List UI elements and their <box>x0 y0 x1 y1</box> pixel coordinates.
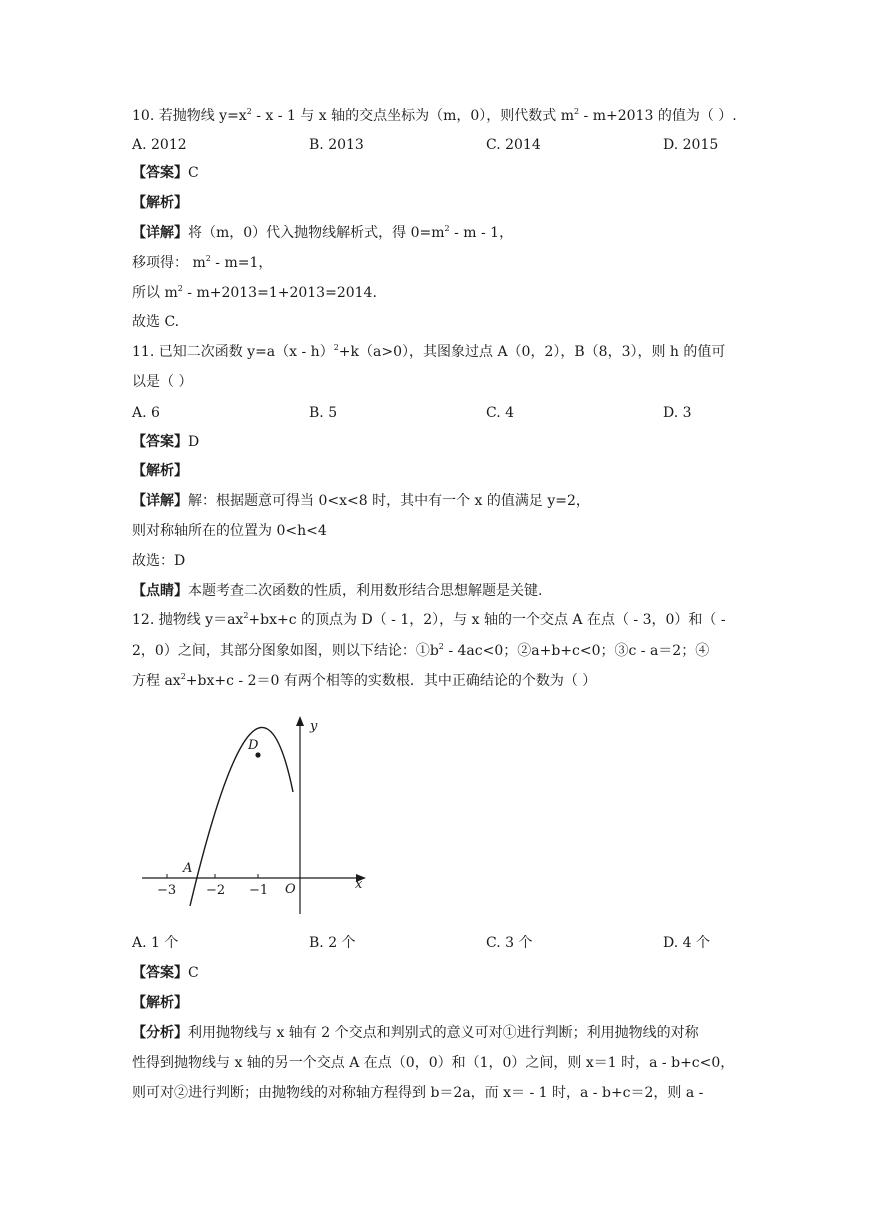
q12-analysis-line3: 则可对②进行判断；由抛物线的对称轴方程得到 b＝2a，而 x＝ - 1 时，a - b+c＝2，则 a - <box>132 1085 704 1101</box>
q11-conclusion: 故选：D <box>132 553 186 569</box>
q10-option-d: D. 2015 <box>663 137 719 153</box>
q10-step2: 移项得： $m^2 - m=1$， <box>132 254 273 271</box>
y-axis-arrow <box>296 716 304 726</box>
q12-analysis-label: 【解析】 <box>132 995 188 1011</box>
parabola-curve <box>190 727 293 906</box>
q12-analysis-line1: 【分析】利用抛物线与 x 轴有 2 个交点和判别式的意义可对①进行判断；利用抛物线的对称 <box>132 1025 699 1041</box>
q11-analysis-label: 【解析】 <box>132 463 188 479</box>
q12-option-d: D. 4 个 <box>663 935 710 951</box>
q12-stem-line1: 12. 抛物线 $y=ax^2+bx+c$ 的顶点为 D（ - 1，2），与 x 轴的一个交点 A 在点（ - 3，0）和（ - <box>132 611 726 628</box>
q10-step3: 所以 $m^2 - m+2013=1+2013=2014$. <box>132 284 377 301</box>
q12-answer: 【答案】C <box>132 965 199 981</box>
q11-option-a: A. 6 <box>132 405 160 421</box>
q11-detail: 【详解】解：根据题意可得当 0<x<8 时，其中有一个 x 的值满足 y=2， <box>132 493 590 509</box>
q10-option-a: A. 2012 <box>132 137 187 153</box>
tick-label-minus-1: −1 <box>249 883 269 898</box>
q11-stem-line2: 以是（ ） <box>132 374 193 390</box>
y-axis-label: y <box>310 719 318 734</box>
vertex-label: D <box>248 738 259 753</box>
q11-option-d: D. 3 <box>663 405 692 421</box>
q11-answer: 【答案】D <box>132 434 200 450</box>
point-a-label: A <box>183 861 193 876</box>
q12-option-b: B. 2 个 <box>309 935 356 951</box>
tick-label-minus-2: −2 <box>206 883 226 898</box>
q11-option-b: B. 5 <box>309 405 338 421</box>
q11-comment: 【点睛】本题考查二次函数的性质，利用数形结合思想解题是关键. <box>132 583 543 599</box>
q10-answer: 【答案】C <box>132 165 199 181</box>
q11-option-c: C. 4 <box>486 405 515 421</box>
q10-detail: 【详解】将（m，0）代入抛物线解析式，得 $0=m^2 - m - 1$， <box>132 224 514 241</box>
x-axis-label: x <box>355 877 363 892</box>
q10-stem: 10. 若抛物线 $y=x^2 - x - 1$ 与 x 轴的交点坐标为（m，0），则代数式 $m^2 - m+2013$ 的值为（ ）. <box>132 107 737 124</box>
q11-stem: 11. 已知二次函数 y=a（x - h）$^2$+k（a>0），其图象过点 A（0，2），B（8，3），则 h 的值可 <box>132 343 726 360</box>
vertex-point <box>255 752 260 757</box>
q10-conclusion: 故选 C. <box>132 314 180 330</box>
q10-analysis-label: 【解析】 <box>132 195 188 211</box>
q12-option-a: A. 1 个 <box>132 935 179 951</box>
q10-option-b: B. 2013 <box>309 137 364 153</box>
q12-option-c: C. 3 个 <box>486 935 533 951</box>
q11-detail2: 则对称轴所在的位置为 0<h<4 <box>132 523 327 539</box>
q10-option-c: C. 2014 <box>486 137 541 153</box>
q12-stem-line3: 方程 $ax^2+bx+c - 2=0$ 有两个相等的实数根．其中正确结论的个数为（ ） <box>132 672 597 689</box>
parabola-figure <box>136 710 376 920</box>
origin-label: O <box>285 882 296 897</box>
q12-stem-line2: 2，0）之间，其部分图象如图，则以下结论：$①b^2 - 4ac<0$；②a+b+c<0；③c - a＝2；④ <box>132 642 710 659</box>
q12-analysis-line2: 性得到抛物线与 x 轴的另一个交点 A 在点（0，0）和（1，0）之间，则 x＝1 时，a - b+c<0， <box>132 1055 735 1071</box>
tick-label-minus-3: −3 <box>157 883 177 898</box>
